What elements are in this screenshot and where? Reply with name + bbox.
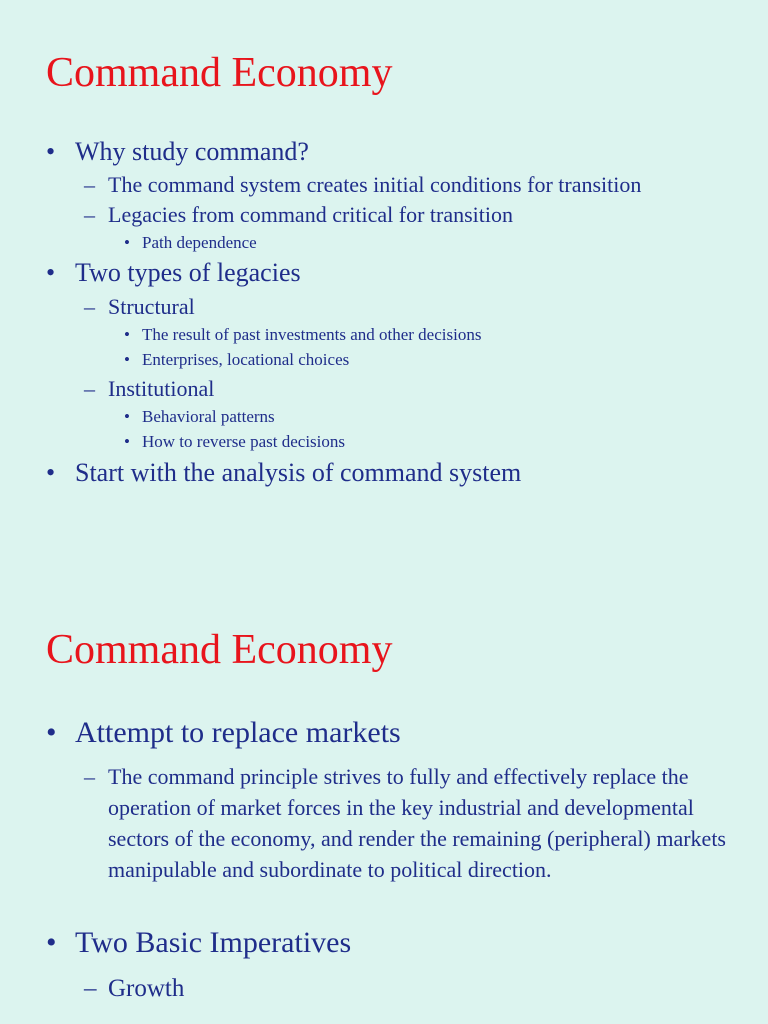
bullet-why-study <box>46 137 309 167</box>
subsubbullet-text: Enterprises, locational choices <box>142 350 350 369</box>
dash-marker: – <box>84 172 95 197</box>
subbullet-text: Institutional <box>108 376 215 401</box>
subbullet-legacies <box>84 202 513 228</box>
bullet-marker: • <box>46 458 56 487</box>
dash-marker: – <box>84 376 95 401</box>
bullet-marker: • <box>124 350 130 369</box>
subsubbullet-text: The result of past investments and other decisions <box>142 325 482 344</box>
subbullet-text: The command system creates initial conditions for transition <box>108 172 642 197</box>
slide-title: Command Economy <box>46 50 393 96</box>
bullet-marker: • <box>46 137 56 166</box>
bullet-marker: • <box>124 233 130 252</box>
subbullet-structural <box>84 294 195 320</box>
subsubbullet-text: Behavioral patterns <box>142 407 275 426</box>
dash-marker: – <box>84 764 95 789</box>
subsubbullet-text: Path dependence <box>142 233 257 252</box>
subbullet-text: Growth <box>108 975 185 1002</box>
bullet-marker: • <box>124 407 130 426</box>
dash-marker: – <box>84 294 95 319</box>
bullet-marker: • <box>46 716 57 749</box>
subsubbullet-path-dependence <box>124 233 257 253</box>
bullet-two-basic <box>46 926 351 960</box>
bullet-marker: • <box>124 325 130 344</box>
bullet-two-types <box>46 258 301 288</box>
subbullet-growth <box>84 974 184 1004</box>
bullet-marker: • <box>124 432 130 451</box>
bullet-attempt <box>46 716 401 750</box>
subbullet-principle: The command principle strives to fully and effectively replace the operation of market forces in the key industrial and developmental sectors of the economy, and render the remaining (peripheral) markets manipulable and subordinate to political direction. <box>108 764 726 882</box>
bullet-text: Two Basic Imperatives <box>75 926 352 959</box>
subbullet-text: Legacies from command critical for transition <box>108 202 514 227</box>
subsubbullet-enterprises <box>124 350 349 370</box>
dash-marker: – <box>84 975 97 1002</box>
slide-2 <box>0 580 768 1024</box>
slide-title: Command Economy <box>46 627 393 673</box>
bullet-start-with <box>46 458 521 488</box>
subbullet-institutional <box>84 376 214 402</box>
dash-marker: – <box>84 202 95 227</box>
subsubbullet-result-past <box>124 325 481 345</box>
bullet-text: Two types of legacies <box>75 258 301 287</box>
subsubbullet-behavioral <box>124 407 275 427</box>
subsubbullet-reverse <box>124 432 345 452</box>
subbullet-text: Structural <box>108 294 195 319</box>
bullet-text: Start with the analysis of command system <box>75 458 522 487</box>
subbullet-command-system <box>84 172 641 198</box>
bullet-marker: • <box>46 926 57 959</box>
bullet-text: Why study command? <box>75 137 309 166</box>
subsubbullet-text: How to reverse past decisions <box>142 432 346 451</box>
bullet-marker: • <box>46 258 56 287</box>
bullet-text: Attempt to replace markets <box>75 716 401 749</box>
